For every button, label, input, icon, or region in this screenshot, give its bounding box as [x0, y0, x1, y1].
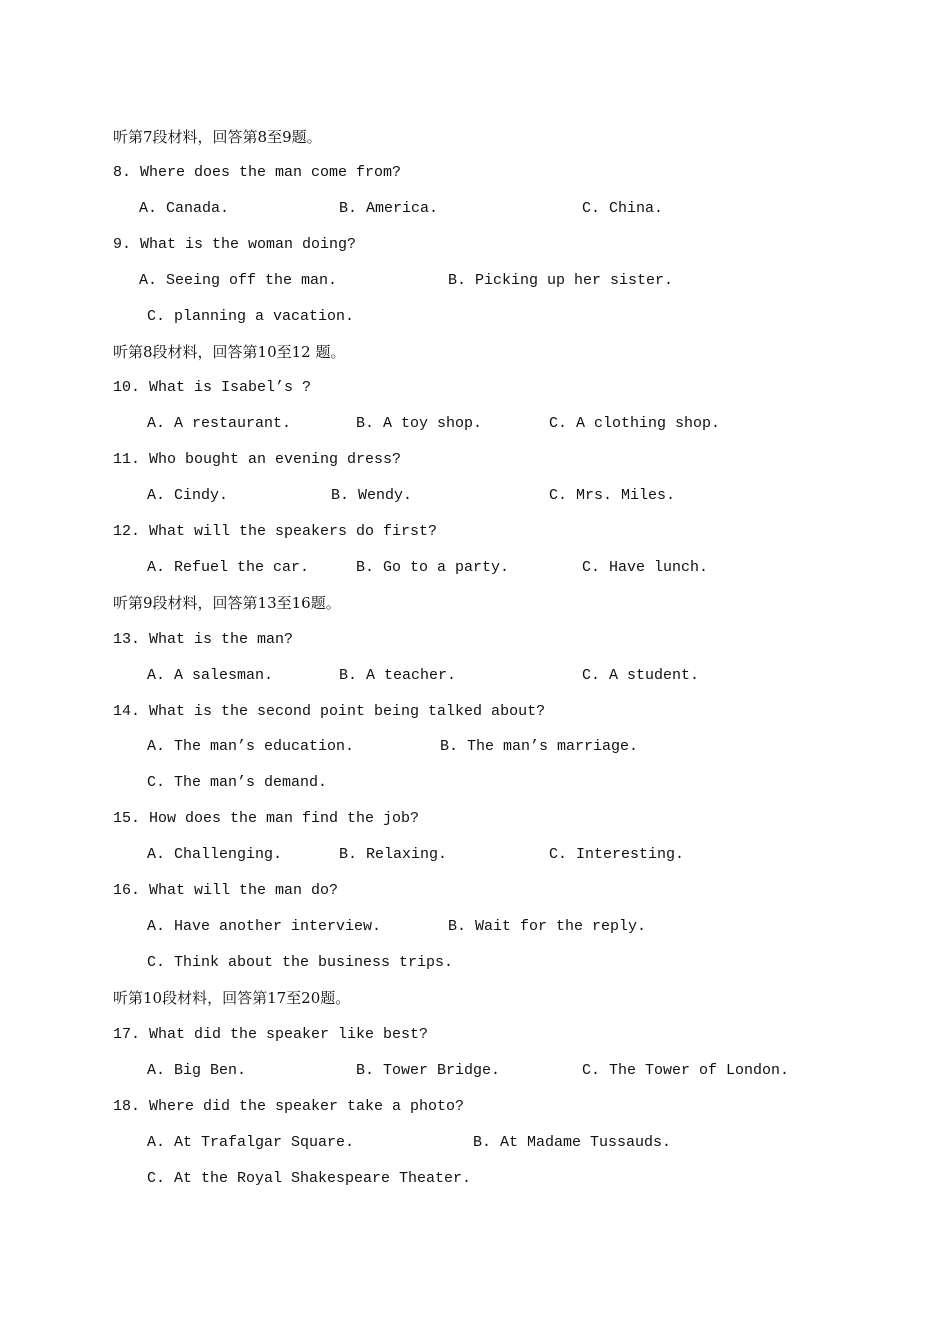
answer-option: C. A student.	[582, 667, 700, 684]
answer-option: C. Think about the business trips.	[147, 954, 454, 971]
answer-option: C. Interesting.	[549, 846, 685, 863]
answer-option: B. Go to a party.	[356, 559, 510, 576]
answer-option: C. planning a vacation.	[147, 308, 355, 325]
answer-option: B. Wait for the reply.	[448, 918, 647, 935]
section-heading: 听第10段材料，回答第17至20题。	[113, 989, 351, 1007]
answer-option: C. At the Royal Shakespeare Theater.	[147, 1170, 472, 1187]
answer-option: B. Tower Bridge.	[356, 1062, 501, 1079]
question-text: 13. What is the man?	[113, 631, 294, 648]
answer-option: B. The man’s marriage.	[440, 738, 639, 755]
answer-option: A. Seeing off the man.	[139, 272, 338, 289]
answer-option: A. At Trafalgar Square.	[147, 1134, 355, 1151]
section-heading: 听第8段材料，回答第10至12 题。	[113, 343, 346, 361]
answer-option: C. The man’s demand.	[147, 774, 328, 791]
answer-option: A. The man’s education.	[147, 738, 355, 755]
question-text: 12. What will the speakers do first?	[113, 523, 438, 540]
answer-option: B. A toy shop.	[356, 415, 483, 432]
answer-option: B. Wendy.	[331, 487, 413, 504]
section-heading: 听第7段材料，回答第8至9题。	[113, 128, 322, 146]
question-text: 10. What is Isabel’s ?	[113, 379, 312, 396]
question-text: 17. What did the speaker like best?	[113, 1026, 429, 1043]
answer-option: A. Challenging.	[147, 846, 283, 863]
question-text: 15. How does the man find the job?	[113, 810, 420, 827]
answer-option: B. America.	[339, 200, 439, 217]
answer-option: A. Refuel the car.	[147, 559, 310, 576]
answer-option: B. A teacher.	[339, 667, 457, 684]
answer-option: C. China.	[582, 200, 664, 217]
answer-option: A. Canada.	[139, 200, 230, 217]
answer-option: C. The Tower of London.	[582, 1062, 790, 1079]
question-text: 8. Where does the man come from?	[113, 164, 402, 181]
answer-option: C. Mrs. Miles.	[549, 487, 676, 504]
question-text: 11. Who bought an evening dress?	[113, 451, 402, 468]
answer-option: A. Big Ben.	[147, 1062, 247, 1079]
answer-option: B. Relaxing.	[339, 846, 448, 863]
question-text: 18. Where did the speaker take a photo?	[113, 1098, 465, 1115]
answer-option: A. Have another interview.	[147, 918, 382, 935]
answer-option: A. Cindy.	[147, 487, 229, 504]
answer-option: C. Have lunch.	[582, 559, 709, 576]
section-heading: 听第9段材料，回答第13至16题。	[113, 594, 341, 612]
question-text: 9. What is the woman doing?	[113, 236, 357, 253]
answer-option: A. A salesman.	[147, 667, 274, 684]
question-text: 14. What is the second point being talked about?	[113, 703, 546, 720]
answer-option: B. At Madame Tussauds.	[473, 1134, 672, 1151]
answer-option: C. A clothing shop.	[549, 415, 721, 432]
answer-option: A. A restaurant.	[147, 415, 292, 432]
answer-option: B. Picking up her sister.	[448, 272, 674, 289]
question-text: 16. What will the man do?	[113, 882, 339, 899]
